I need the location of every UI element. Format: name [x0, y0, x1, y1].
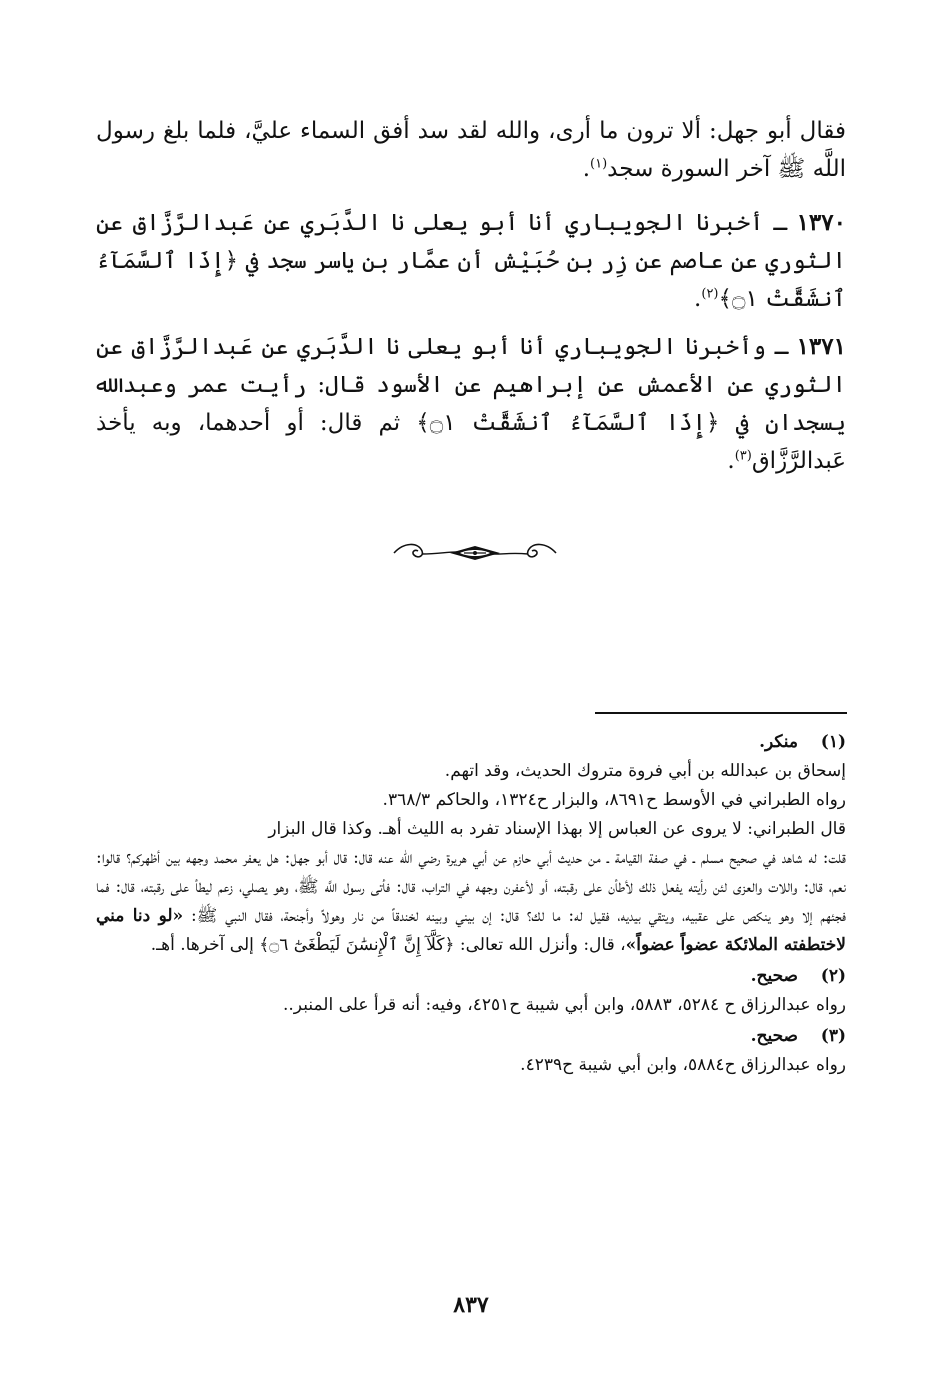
hadith-number: ١٣٧٠ — [796, 209, 846, 236]
footnote-1 — [96, 728, 846, 960]
hadith-1371 — [96, 328, 846, 480]
footnote-marker: (٢) — [820, 966, 846, 986]
footnotes — [96, 728, 846, 1082]
footnote-ref-2[interactable]: (٢) — [701, 286, 719, 302]
footnote-marker: (١) — [820, 732, 846, 752]
ornamental-divider-icon — [390, 538, 560, 568]
hadith-text: ـ أخبرنا الجويباري أنا أبو يعلى نا الدَّبَري عن عَبدالرَّزَّاق عن الثوري عن عاصم عن زِر بن حُبَيْش أن عمَّار بن ياسر سجد في ﴿إِذَا ٱلسَّمَآءُ ٱنشَقَّتْ ۝١﴾ — [96, 210, 846, 312]
footnote-ref-3[interactable]: (٣) — [734, 448, 752, 464]
footnote-line: قال الطبراني: لا يروى عن العباس إلا بهذا الإسناد تفرد به الليث أهـ. وكذا قال البزار — [268, 819, 846, 839]
footnote-line: رواه عبدالرزاق ح٥٨٨٤، وابن أبي شيبة ح٤٢٣٩. — [520, 1055, 846, 1075]
paragraph-text: فقال أبو جهل: ألا ترون ما أرى، والله لقد سد أفق السماء عليَّ، فلما بلغ رسول اللَّه ﷺ آخر السورة سجد — [96, 118, 846, 182]
footnote-body — [96, 1022, 846, 1080]
hadith-grade: منكر. — [759, 732, 798, 752]
footnote-2 — [96, 962, 846, 1020]
footnote-line: رواه الطبراني في الأوسط ح٨٦٩١، والبزار ح١٣٢٤، والحاكم ٣٦٨/٣. — [382, 790, 846, 810]
hadith-1370 — [96, 204, 846, 318]
footnote-ref-1[interactable]: (١) — [590, 156, 608, 172]
footnote-3 — [96, 1022, 846, 1080]
footnote-line: إسحاق بن عبدالله بن أبي فروة متروك الحديث، وقد اتهم. — [444, 761, 846, 781]
main-text — [96, 112, 846, 490]
paragraph-abu-jahl — [96, 112, 846, 188]
hadith-text: ـ وأخبرنا الجويباري أنا أبو يعلى نا الدَّبَري عن عَبدالرَّزَّاق عن الثوري عن الأعمش عن إبراهيم عن الأسود قال: رأيت عمر وعبدالله يسجدان في ﴿إِذَا ٱلسَّمَآءُ ٱنشَقَّتْ ۝١﴾ ثم قال: أو أحدهما، وبه يأخذ عَبدالرَّزَّاق — [96, 334, 846, 474]
hadith-grade: صحيح. — [750, 1026, 798, 1046]
footnote-body — [96, 728, 847, 960]
footnote-paragraph-text: قلت: له شاهد في صحيح مسلم ـ في صفة القيامة ـ من حديث أبي حازم عن أبي هريرة رضي الله عنه قال: قال أبو جهل: هل يعفر محمد وجهه بين أظهركم؟ قالوا: نعم، قال: واللات والعزى لئن رأيته يفعل ذلك لأطأن على رقبته، أو لأعفرن وجهه في التراب، قال: فأتى رسول اللَّه ﷺ، وهو يصلي، زعم ليطأ على رقبته، قال: فما فجئهم إلا وهو ينكص على عقبيه، ويتقي بيديه، فقيل له: ما لك؟ قال: إن بيني وبينه لخندقاً من نار وهولاً وأجنحة، فقال النبي ﷺ: — [96, 848, 847, 926]
footnote-paragraph-end: ، قال: وأنزل الله تعالى: ﴿كَلَّآ إِنَّ ٱلْإِنسَٰنَ لَيَطْغَىٰٓ ۝٦﴾ إلى آخرها. أهـ. — [150, 935, 626, 955]
prophet-quote: «لو دنا مني لاختطفته الملائكة عضواً عضواً» — [96, 906, 846, 955]
footnote-separator — [595, 712, 847, 714]
page-number: ٨٣٧ — [453, 1292, 489, 1318]
hadith-end: . — [694, 286, 702, 312]
hadith-end: . — [727, 448, 735, 474]
hadith-number: ١٣٧١ — [796, 333, 846, 360]
hadith-grade: صحيح. — [750, 966, 798, 986]
paragraph-end: . — [582, 156, 591, 182]
footnote-line: رواه عبدالرزاق ح ٥٢٨٤، ٥٨٨٣، وابن أبي شيبة ح٤٢٥١، وفيه: أنه قرأ على المنبر.. — [283, 995, 846, 1015]
footnote-paragraph — [96, 844, 846, 960]
footnote-marker: (٣) — [820, 1026, 846, 1046]
footnote-body — [96, 962, 846, 1020]
